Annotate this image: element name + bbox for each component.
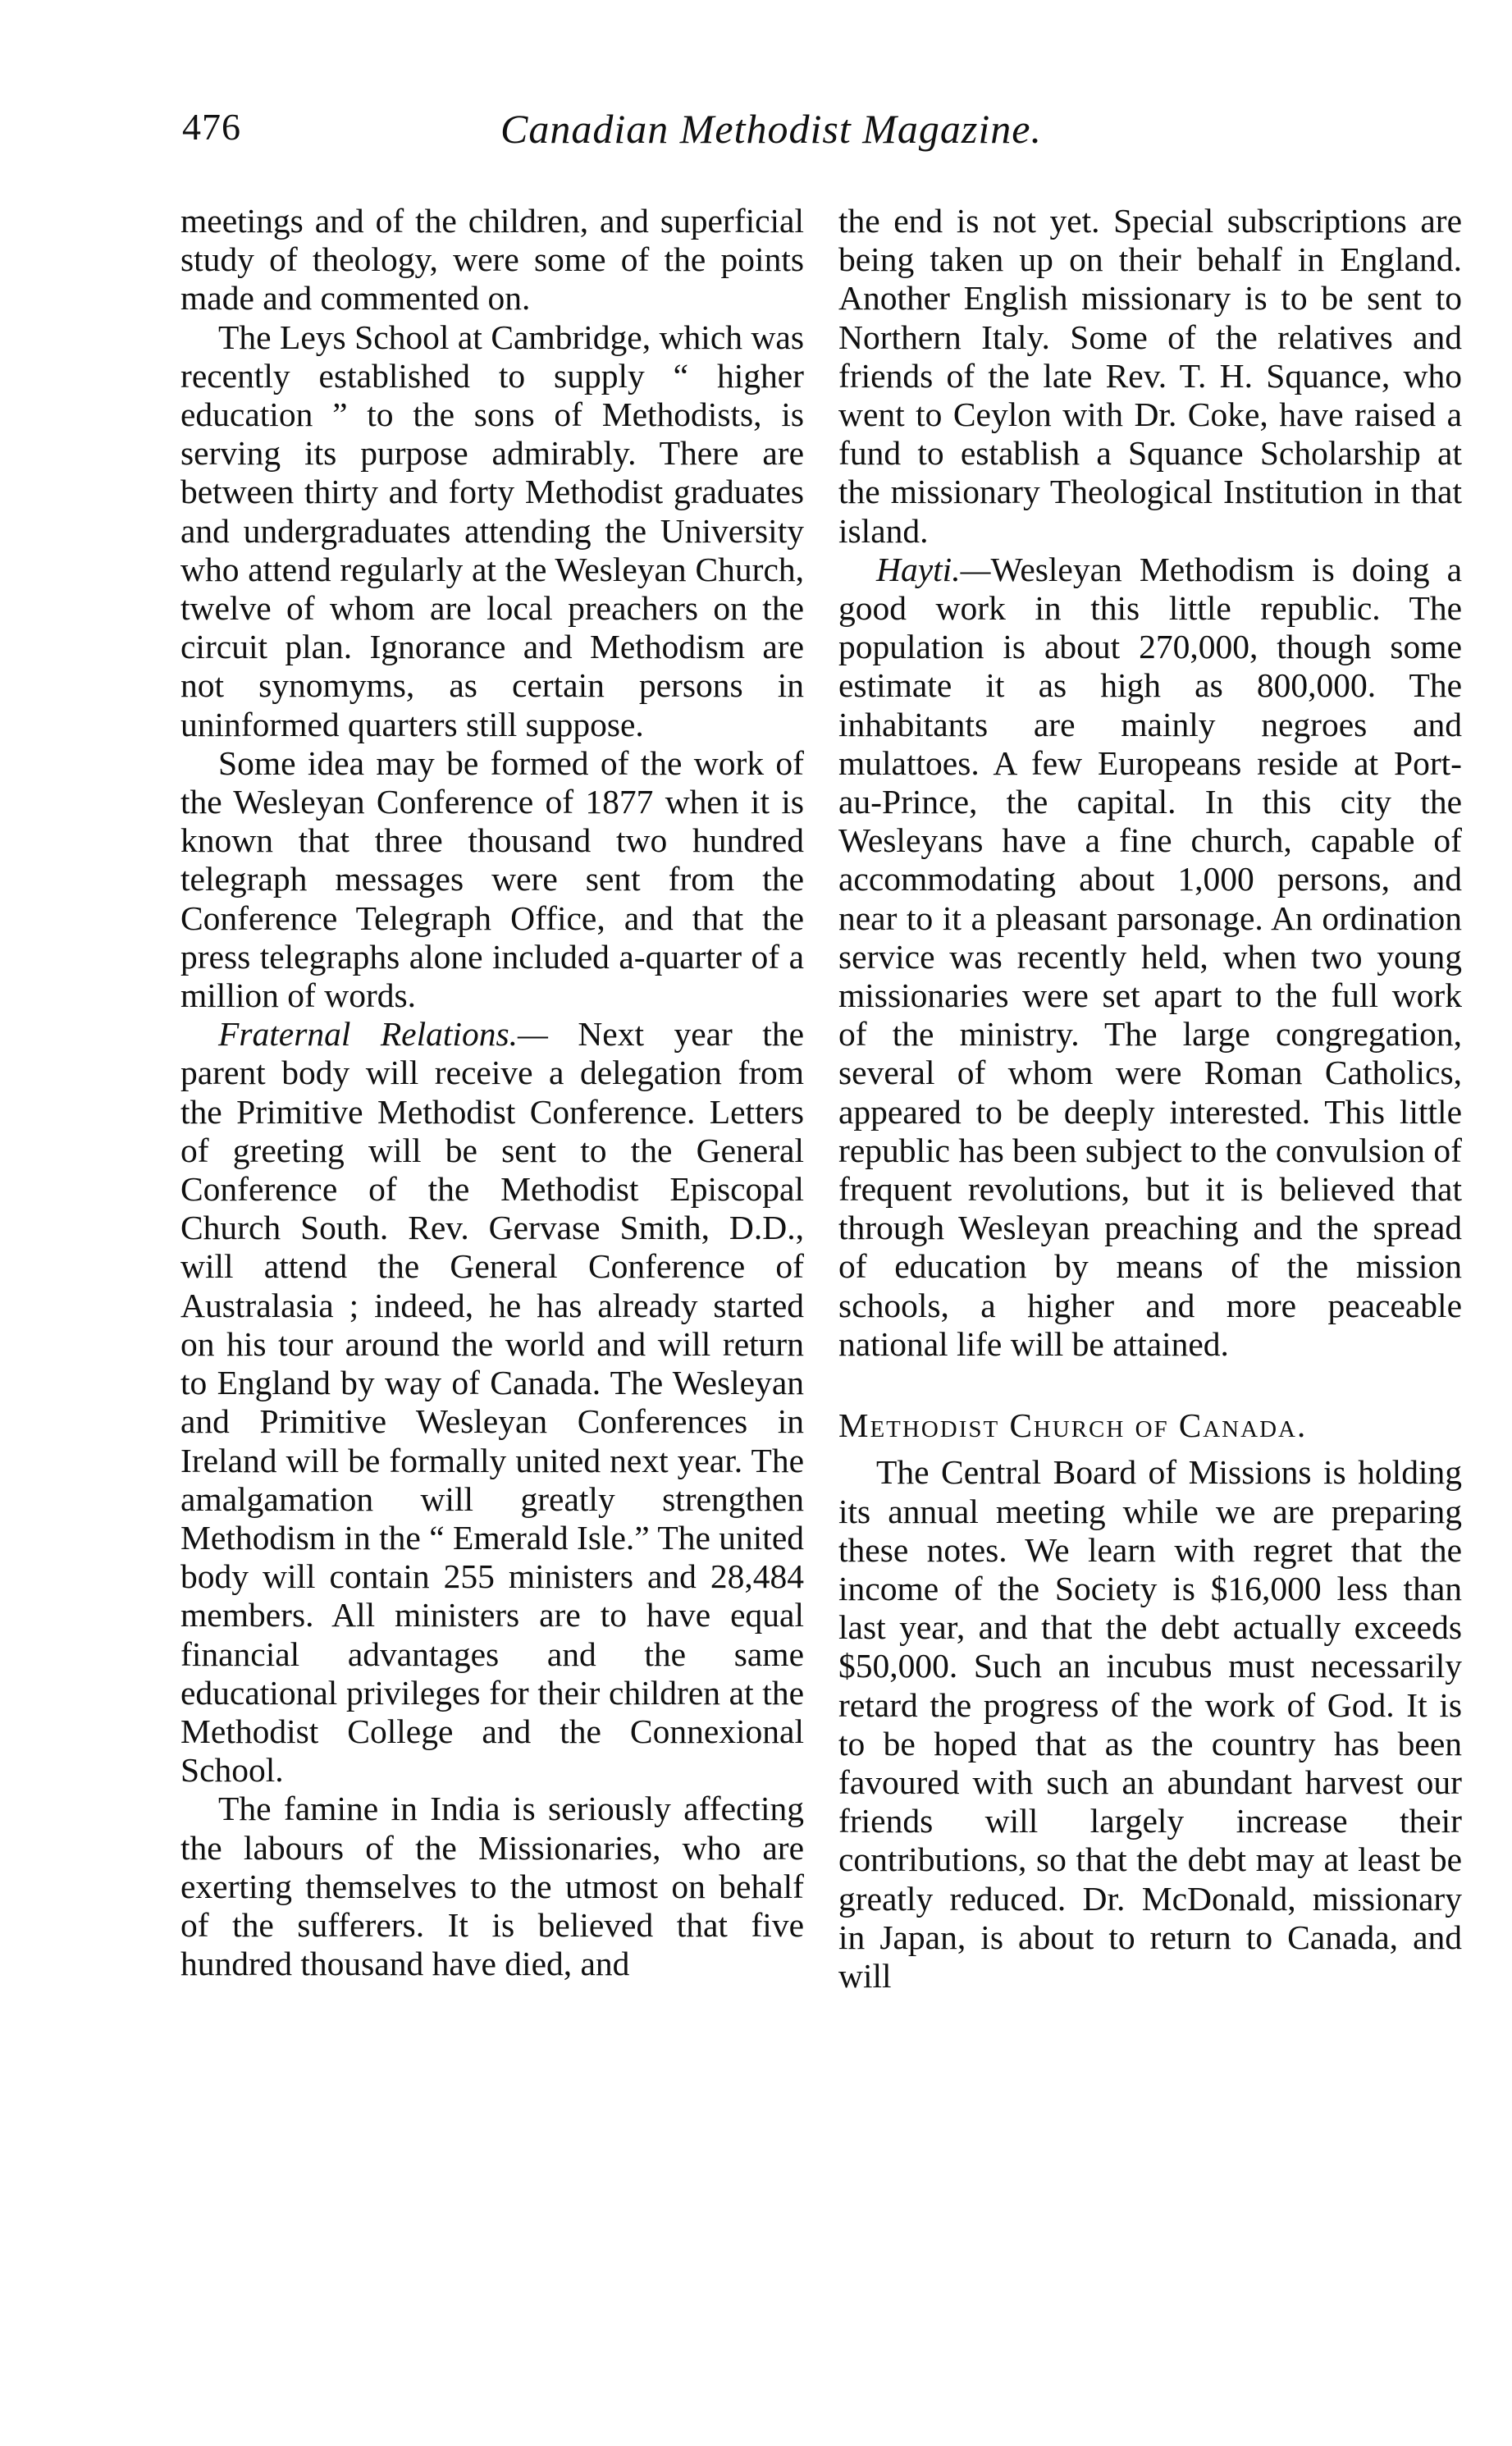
page-number: 476 xyxy=(182,106,241,148)
section-heading-methodist-church-of-canada: Methodist Church of Canada. xyxy=(838,1406,1308,1445)
paragraph-central-board-of-missions: The Central Board of Missions is holding its annual meeting while we are preparing these notes. We learn with regret that the income of the Society is $16,000 less than last year, and that the debt actually exceeds $50,000. Such an incubus must necessarily retard the progress of the work of God. It is to be hoped that as the country has been favoured with such an abundant harvest our friends will largely increase their contributions, so that the debt may at least be greatly reduced. Dr. McDonald, missionary in Japan, is about to return to Canada, and will xyxy=(838,1453,1462,1995)
paragraph-conference-telegraph: Some idea may be formed of the work of the Wesleyan Conference of 1877 when it is known that three thousand two hundred telegraph messages were sent from the Conference Telegraph Office, and that the press telegraphs alone included a-quarter of a million of words. xyxy=(180,743,804,1015)
fraternal-relations-lead: Fraternal Relations.— xyxy=(218,1015,548,1054)
paragraph-fraternal-relations xyxy=(180,1015,804,1790)
left-column xyxy=(180,202,804,1983)
fraternal-relations-body: Next year the parent body will receive a delegation from the Primitive Methodist Conference. Letters of greeting will be sent to the General Conference of the Methodist Episcopal Church South. Rev. Gervase Smith, D.D., will attend the General Conference of Australasia ; indeed, he has already started on his tour around the world and will return to England by way of Canada. The Wesleyan and Primitive Wesleyan Conferences in Ireland will be formally united next year. The amalgamation will greatly strengthen Methodism in the “ Emerald Isle.” The united body will contain 255 ministers and 28,484 members. All ministers are to have equal financial advantages and the same educational privileges for their children at the Methodist College and the Connexional School. xyxy=(180,1015,805,1790)
right-column xyxy=(838,202,1462,1996)
paragraph-india-famine: The famine in India is seriously affecting the labours of the Missionaries, who are exerting themselves to the utmost on behalf of the sufferers. It is believed that five hundred thousand have died, and xyxy=(180,1790,804,1983)
paragraph-hayti xyxy=(838,551,1462,1364)
hayti-body: Wesleyan Methodism is doing a good work in this little republic. The population is about 270,000, though some estimate it as high as 800,000. The inhabitants are mainly negroes and mulattoes. A few Europeans reside at Port-au-Prince, the capital. In this city the Wesleyans have a fine church, capable of accommodating about 1,000 persons, and near to it a pleasant parsonage. An ordination service was recently held, when two young missionaries were set apart to the full work of the ministry. The large congregation, several of whom were Roman Catholics, appeared to be deeply interested. This little republic has been subject to the convulsion of frequent revolutions, but it is believed that through Wesleyan preaching and the spread of education by means of the mission schools, a higher and more peaceable national life will be attained. xyxy=(838,550,1462,1363)
running-title: Canadian Methodist Magazine. xyxy=(500,106,1042,152)
page-header xyxy=(172,105,1370,162)
paragraph-leys-school: The Leys School at Cambridge, which was recently established to supply “ higher education ” to the sons of Methodists, is serving its purpose admirably. There are between thirty and forty Methodist graduates and undergraduates attending the University who attend regularly at the Wesleyan Church, twelve of whom are local preachers on the circuit plan. Ignorance and Methodism are not synomyms, as certain persons in uninformed quarters still suppose. xyxy=(180,318,804,743)
paragraph-theology-continued: meetings and of the children, and superficial study of theology, were some of the points made and commented on. xyxy=(180,202,804,318)
hayti-lead: Hayti.— xyxy=(876,550,991,588)
paragraph-squance-scholarship: the end is not yet. Special subscriptions are being taken up on their behalf in England. Another English missionary is to be sent to Northern Italy. Some of the relatives and friends of the late Rev. T. H. Squance, who went to Ceylon with Dr. Coke, have raised a fund to establish a Squance Scholarship at the missionary Theological Institution in that island. xyxy=(838,202,1462,550)
